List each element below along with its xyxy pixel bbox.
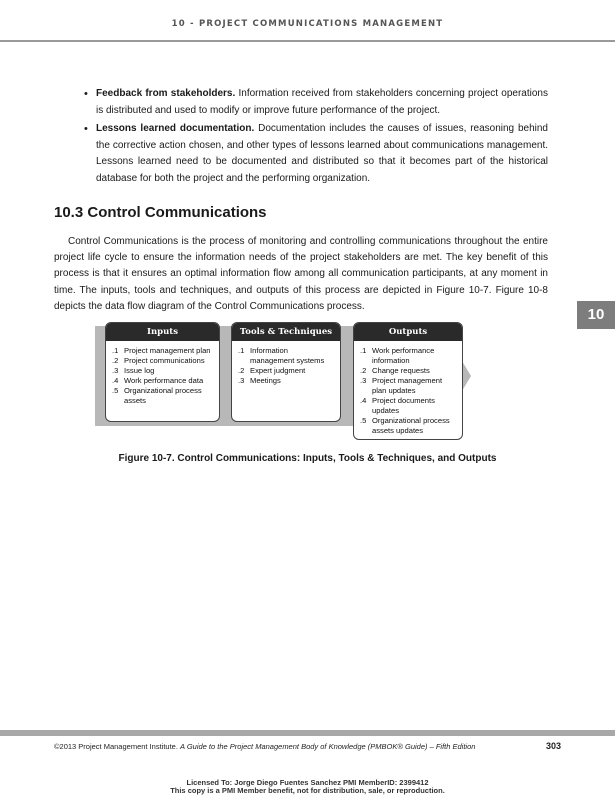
list-item: .3 Issue log — [112, 366, 155, 375]
inputs-box — [105, 322, 220, 422]
outputs-title: Outputs — [354, 323, 462, 341]
bullet-text: Documentation includes the causes of issues, reasoning behind the corrective action chosen, and other types of lessons learned about communications management. Lessons learned need to be documented and distributed so that it becomes part of the historical database for both the project and the performing organization. — [96, 123, 548, 184]
list-item: .1 Information management systems — [238, 346, 325, 365]
page-number: 303 — [545, 741, 561, 751]
figure-caption: Figure 10-7. Control Communications: Inputs, Tools & Techniques, and Outputs — [118, 453, 497, 464]
section-paragraph: Control Communications is the process of monitoring and controlling communications throughout the entire project life cycle to ensure the information needs of the project stakeholders are met. The key benefit of this process is that it ensures an optimal information flow among all communication participants, at any moment in time. The inputs, tools and techniques, and outputs of this process are depicted in Figure 10-7. Figure 10-8 depicts the data flow diagram of the Control Communications process. — [54, 236, 548, 312]
outputs-box — [353, 322, 463, 440]
bullet-lead: Feedback from stakeholders. — [96, 88, 236, 99]
list-item: .1 Project management plan — [112, 346, 211, 355]
list-item: .2 Expert judgment — [238, 366, 306, 375]
license-line-2: This copy is a PMI Member benefit, not for distribution, sale, or reproduction. — [170, 786, 445, 795]
list-item: .2 Project communications — [112, 356, 205, 365]
tools-title: Tools & Techniques — [232, 323, 340, 341]
bullet-lessons — [84, 121, 548, 187]
chapter-tab: 10 — [577, 301, 615, 329]
page-header — [0, 0, 615, 42]
inputs-title: Inputs — [106, 323, 219, 341]
outputs-list — [354, 341, 462, 440]
inputs-list — [106, 341, 219, 411]
book-title: A Guide to the Project Management Body of Knowledge (PMBOK® Guide) – Fifth Edition — [180, 742, 476, 751]
bullet-feedback — [84, 86, 548, 119]
footer-copyright — [54, 742, 475, 751]
list-item: .4 Work performance data — [112, 376, 204, 385]
list-item: .5 Organizational process assets updates — [360, 416, 450, 435]
ito-figure — [95, 320, 475, 446]
list-item: .3 Meetings — [238, 376, 281, 385]
list-item: .3 Project management plan updates — [360, 376, 443, 395]
list-item: .2 Change requests — [360, 366, 430, 375]
list-item: .4 Project documents updates — [360, 396, 435, 415]
tools-box — [231, 322, 341, 422]
copyright-text: ©2013 Project Management Institute. — [54, 742, 178, 751]
list-item: .5 Organizational process assets — [112, 386, 202, 405]
running-title: 10 - PROJECT COMMUNICATIONS MANAGEMENT — [171, 19, 444, 29]
license-line-1: Licensed To: Jorge Diego Fuentes Sanchez PMI MemberID: 2399412 — [186, 778, 429, 787]
list-item: .1 Work performance information — [360, 346, 435, 365]
tools-list — [232, 341, 340, 391]
bullet-list — [84, 86, 548, 189]
footer-rule — [0, 730, 615, 736]
bullet-lead: Lessons learned documentation. — [96, 123, 255, 134]
section-title: 10.3 Control Communications — [54, 204, 267, 221]
license-notice — [0, 779, 615, 795]
bullet-text: Information received from stakeholders concerning project operations is distributed and used to modify or improve future performance of the project. — [96, 88, 548, 116]
